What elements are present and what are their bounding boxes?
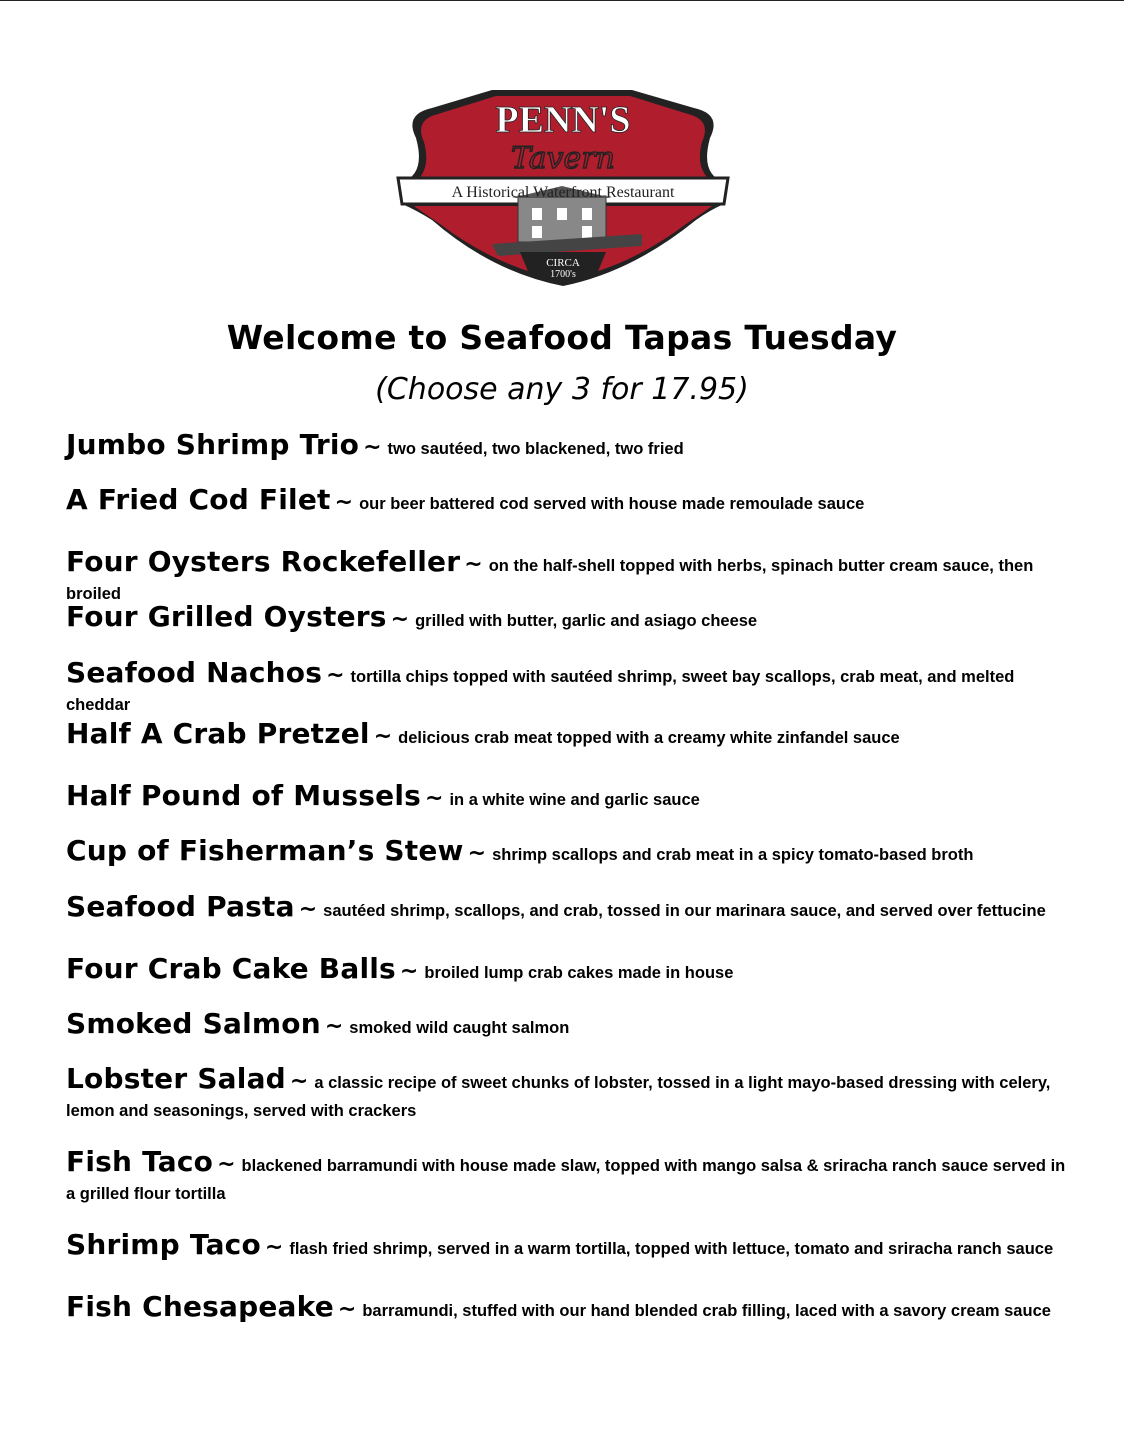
item-separator: ~: [217, 1152, 236, 1177]
item-separator: ~: [390, 607, 410, 632]
menu-item: [66, 483, 1066, 518]
shield-logo-icon: [392, 86, 734, 288]
item-name: Half Pound of Mussels: [66, 779, 422, 812]
item-description: shrimp scallops and crab meat in a spicy tomato-based broth: [492, 846, 974, 864]
item-separator: ~: [399, 959, 419, 984]
page-subtitle: (Choose any 3 for 17.95): [375, 372, 749, 407]
page-title: Welcome to Seafood Tapas Tuesday: [226, 318, 898, 357]
item-separator: ~: [467, 841, 487, 866]
item-separator: ~: [334, 490, 354, 515]
item-description: grilled with butter, garlic and asiago cheese: [415, 612, 758, 630]
item-description: broiled lump crab cakes made in house: [424, 964, 734, 982]
logo-script: Tavern: [511, 141, 615, 176]
item-name: Half A Crab Pretzel: [66, 717, 370, 750]
item-description: two sautéed, two blackened, two fried: [387, 440, 684, 458]
item-separator: ~: [324, 1014, 344, 1039]
item-separator: ~: [363, 435, 382, 460]
item-separator: ~: [298, 897, 318, 922]
item-name: Jumbo Shrimp Trio: [66, 428, 360, 461]
item-separator: ~: [337, 1297, 357, 1322]
menu-item: [66, 600, 1066, 635]
logo-name: PENN'S: [495, 99, 631, 141]
item-description: delicious crab meat topped with a creamy white zinfandel sauce: [398, 729, 900, 747]
menu-item: [66, 428, 1066, 463]
item-name: Fish Taco: [66, 1145, 214, 1178]
item-name: Four Grilled Oysters: [66, 600, 387, 633]
item-separator: ~: [264, 1235, 284, 1260]
menu-item: [66, 1145, 1066, 1208]
item-separator: ~: [289, 1069, 309, 1094]
item-description: on the half-shell topped with herbs, spinach butter cream sauce, then broiled: [66, 557, 1034, 603]
item-name: Seafood Nachos: [66, 656, 323, 689]
item-name: Lobster Salad: [66, 1062, 286, 1095]
item-description: barramundi, stuffed with our hand blended crab filling, laced with a savory cream sauce: [362, 1302, 1051, 1320]
menu-item: [66, 890, 1066, 925]
item-separator: ~: [425, 786, 444, 811]
item-name: Fish Chesapeake: [66, 1290, 334, 1323]
menu-item: [66, 779, 1066, 814]
menu-item: [66, 952, 1066, 987]
menu-item: [66, 545, 1066, 608]
menu-item: [66, 834, 1066, 869]
item-name: Seafood Pasta: [66, 890, 295, 923]
top-border: [0, 0, 1124, 1]
menu-item: [66, 1007, 1066, 1042]
item-name: Four Oysters Rockefeller: [66, 545, 461, 578]
menu-item: [66, 656, 1066, 719]
item-description: blackened barramundi with house made slaw, topped with mango salsa & sriracha ranch sauce served in a grilled flour tortilla: [66, 1157, 1066, 1203]
logo-tagline: A Historical Waterfront Restaurant: [451, 184, 675, 201]
item-description: tortilla chips topped with sautéed shrimp, sweet bay scallops, crab meat, and melted cheddar: [66, 668, 1015, 714]
item-name: Cup of Fisherman’s Stew: [66, 834, 464, 867]
item-name: A Fried Cod Filet: [66, 483, 331, 516]
item-description: our beer battered cod served with house made remoulade sauce: [359, 495, 865, 513]
item-name: Shrimp Taco: [66, 1228, 261, 1261]
item-description: smoked wild caught salmon: [349, 1019, 570, 1037]
logo-year: 1700's: [550, 269, 576, 280]
item-description: flash fried shrimp, served in a warm tortilla, topped with lettuce, tomato and sriracha ranch sauce: [289, 1240, 1054, 1258]
menu-item: [66, 717, 1066, 752]
menu-item: [66, 1228, 1066, 1263]
pennS-tavern-logo: [392, 86, 734, 288]
item-description: a classic recipe of sweet chunks of lobster, tossed in a light mayo-based dressing with celery, lemon and seasonings, served with crackers: [66, 1074, 1051, 1120]
item-separator: ~: [326, 663, 345, 688]
menu-item: [66, 1290, 1066, 1325]
item-separator: ~: [373, 724, 393, 749]
item-name: Smoked Salmon: [66, 1007, 321, 1040]
logo-circa: CIRCA: [546, 257, 580, 269]
item-description: sautéed shrimp, scallops, and crab, tossed in our marinara sauce, and served over fettucine: [323, 902, 1046, 920]
item-description: in a white wine and garlic sauce: [449, 791, 700, 809]
item-separator: ~: [464, 552, 483, 577]
item-name: Four Crab Cake Balls: [66, 952, 396, 985]
menu-item: [66, 1062, 1066, 1125]
